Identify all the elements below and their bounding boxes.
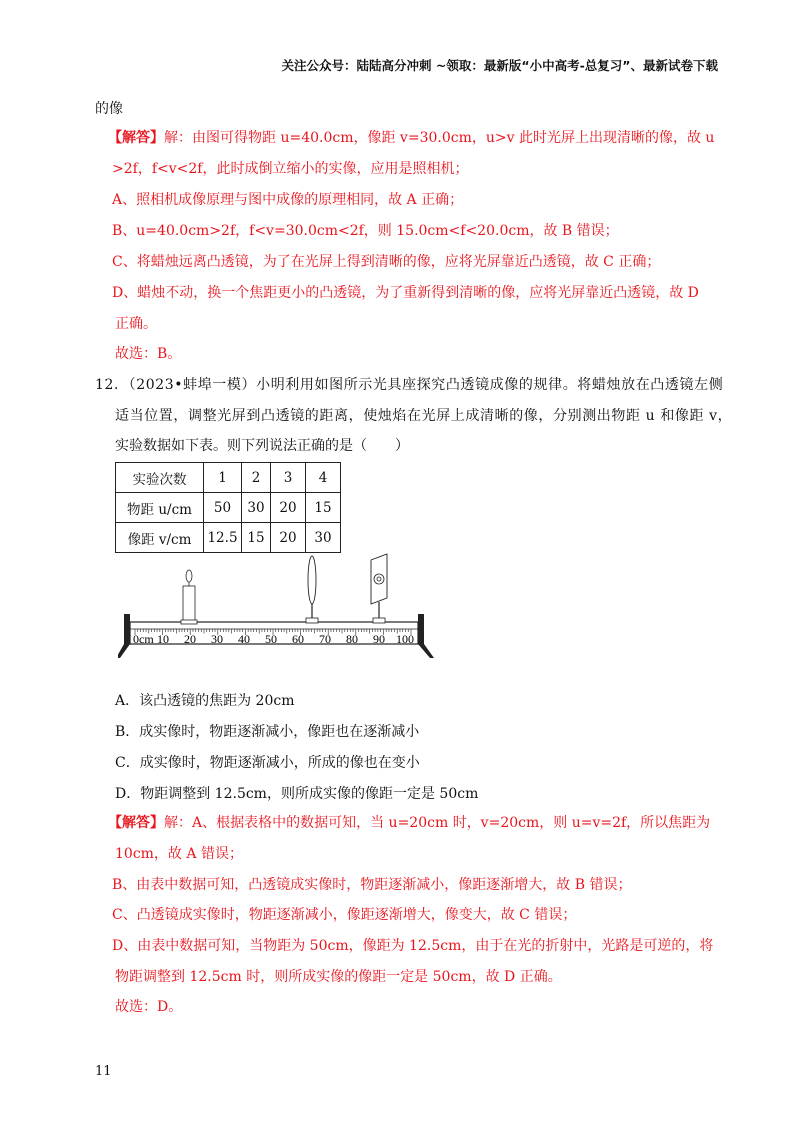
- table-cell: 像距 v/cm: [116, 523, 204, 553]
- question-line2: 适当位置，调整光屏到凸透镜的距离，使烛焰在光屏上成清晰的像，分别测出物距 u 和像距 v，: [115, 408, 733, 424]
- answer-label: 【解答】: [108, 130, 164, 146]
- table-header-cell: 4: [306, 463, 341, 493]
- answer-d1: D、由表中数据可知，当物距为 50cm，像距为 12.5cm，由于在光的折射中，光路是可逆的，将: [112, 938, 714, 954]
- table-cell: 15: [242, 523, 271, 553]
- table-cell: 12.5: [204, 523, 242, 553]
- table-cell: 30: [306, 523, 341, 553]
- question-line1: 12．（2023•蚌埠一模）小明利用如图所示光具座探究凸透镜成像的规律。将蜡烛放在凸透镜左侧: [95, 377, 724, 393]
- answer-choice: 故选：D。: [115, 999, 183, 1015]
- prev-answer-c: C、将蜡烛远离凸透镜，为了在光屏上得到清晰的像，应将光屏靠近凸透镜，故 C 正确；: [112, 254, 661, 270]
- tick-label: 40: [238, 632, 250, 646]
- answer-text: 解：A、根据表格中的数据可知，当 u=20cm 时，v=20cm，则 u=v=2f，所以焦距为: [164, 815, 711, 831]
- page-number: 11: [95, 1064, 112, 1079]
- light-screen: [371, 554, 387, 623]
- table-cell: 30: [242, 493, 271, 523]
- table-header-row: [116, 463, 341, 493]
- prev-answer-line1: [108, 129, 714, 147]
- answer-b: B、由表中数据可知，凸透镜成实像时，物距逐渐减小，像距逐渐增大，故 B 错误；: [112, 877, 632, 893]
- tick-label: 30: [211, 632, 223, 646]
- prev-answer-line2: >2f，f<v<2f，此时成倒立缩小的实像，应用是照相机；: [112, 161, 469, 177]
- tick-label: 50: [265, 632, 277, 646]
- tick-label: 100: [396, 632, 414, 646]
- option-c: C．成实像时，物距逐渐减小，所成的像也在变小: [115, 755, 420, 771]
- table-cell: 20: [271, 523, 306, 553]
- tick-label: 0cm: [133, 632, 154, 646]
- answer-d2: 物距调整到 12.5cm 时，则所成实像的像距一定是 50cm，故 D 正确。: [115, 969, 562, 985]
- table-header-cell: 2: [242, 463, 271, 493]
- option-d: D．物距调整到 12.5cm，则所成实像的像距一定是 50cm: [115, 786, 479, 802]
- prev-answer-text: 解：由图可得物距 u=40.0cm，像距 v=30.0cm，u>v 此时光屏上出现清晰的像，故 u: [164, 130, 715, 146]
- candle: [181, 570, 197, 624]
- prev-answer-choice: 故选：B。: [115, 346, 182, 362]
- tick-label: 80: [346, 632, 358, 646]
- tick-label: 60: [292, 632, 304, 646]
- table-row: [116, 493, 341, 523]
- table-cell: 15: [306, 493, 341, 523]
- data-table: [115, 462, 341, 553]
- answer-line2: 10cm，故 A 错误；: [115, 846, 243, 862]
- tick-label: 70: [319, 632, 331, 646]
- prev-answer-d1: D、蜡烛不动，换一个焦距更小的凸透镜，为了重新得到清晰的像，应将光屏靠近凸透镜，故 D: [112, 285, 699, 301]
- table-cell: 20: [271, 493, 306, 523]
- answer-line1: [108, 814, 710, 832]
- question-line3: 实验数据如下表。则下列说法正确的是（ ）: [115, 438, 409, 454]
- table-cell: 50: [204, 493, 242, 523]
- table-header-cell: 1: [204, 463, 242, 493]
- optical-bench-figure: [118, 552, 442, 662]
- table-cell: 物距 u/cm: [116, 493, 204, 523]
- right-support: [418, 614, 434, 658]
- table-row: [116, 523, 341, 553]
- prev-question-tail: 的像: [95, 101, 123, 117]
- table-header-cell: 实验次数: [116, 463, 204, 493]
- answer-c: C、凸透镜成实像时，物距逐渐减小，像距逐渐增大，像变大，故 C 错误；: [112, 907, 577, 923]
- tick-label: 20: [184, 632, 196, 646]
- tick-label: 90: [373, 632, 385, 646]
- prev-answer-b: B、u=40.0cm>2f，f<v=30.0cm<2f，则 15.0cm<f<20.0cm，故 B 错误；: [112, 223, 619, 239]
- option-b: B．成实像时，物距逐渐减小，像距也在逐渐减小: [115, 724, 420, 740]
- tick-label: 10: [157, 632, 169, 646]
- prev-answer-d2: 正确。: [115, 316, 157, 332]
- option-a: A．该凸透镜的焦距为 20cm: [115, 693, 295, 709]
- convex-lens: [306, 556, 318, 623]
- left-support: [118, 614, 130, 658]
- prev-answer-a: A、照相机成像原理与图中成像的原理相同，故 A 正确；: [112, 192, 464, 208]
- answer-label: 【解答】: [108, 815, 164, 831]
- table-header-cell: 3: [271, 463, 306, 493]
- page-header: 关注公众号：陆陆高分冲刺 ~领取：最新版“小中高考-总复习”、最新试卷下载: [281, 58, 718, 73]
